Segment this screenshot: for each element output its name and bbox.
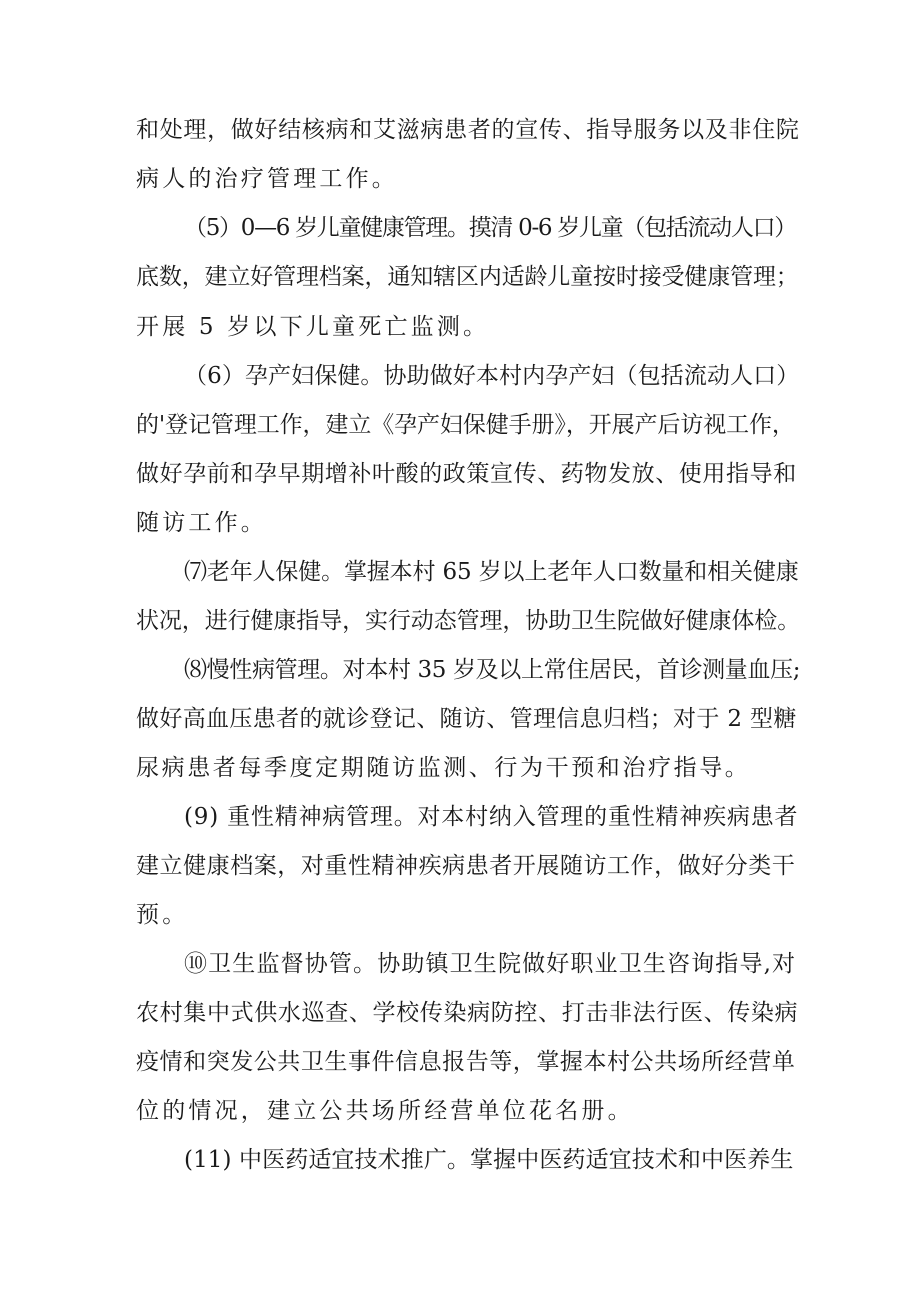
text-line: ⑩卫生监督协管。协助镇卫生院做好职业卫生咨询指导,对 (184, 951, 797, 977)
text-line: 的'登记管理工作，建立《孕产妇保健手册》，开展产后访视工作， (136, 412, 795, 438)
text-line: (9) 重性精神病管理。对本村纳入管理的重性精神疾病患者 (184, 804, 799, 830)
text-line: 农村集中式供水巡查、学校传染病防控、打击非法行医、传染病 (136, 1000, 799, 1026)
text-line: 随访工作。 (136, 510, 267, 536)
text-line: 和处理，做好结核病和艾滋病患者的宣传、指导服务以及非住院 (136, 117, 800, 143)
text-line: 开展 5 岁以下儿童死亡监测。 (136, 314, 490, 340)
text-line: （6）孕产妇保健。协助做好本村内孕产妇（包括流动人口） (184, 363, 800, 389)
text-line: 状况，进行健康指导，实行动态管理，协助卫生院做好健康体检。 (136, 608, 801, 634)
text-line: 疫情和突发公共卫生事件信息报告等，掌握本村公共场所经营单 (136, 1049, 796, 1075)
text-line: 尿病患者每季度定期随访监测、行为干预和治疗指导。 (136, 755, 751, 781)
text-line: (11) 中医药适宜技术推广。掌握中医药适宜技术和中医养生 (184, 1147, 794, 1173)
text-line: 病人的治疗管理工作。 (136, 166, 398, 192)
text-line: ⑻慢性病管理。对本村 35 岁及以上常住居民，首诊测量血压; (184, 657, 801, 683)
text-line: （5）0—6 岁儿童健康管理。摸清 0-6 岁儿童（包括流动人口） (184, 215, 796, 241)
text-line: ⑺老年人保健。掌握本村 65 岁以上老年人口数量和相关健康 (184, 559, 799, 585)
text-line: 建立健康档案，对重性精神疾病患者开展随访工作，做好分类干 (136, 853, 796, 879)
text-line: 做好高血压患者的就诊登记、随访、管理信息归档；对于 2 型糖 (136, 706, 797, 732)
text-line: 底数，建立好管理档案，通知辖区内适龄儿童按时接受健康管理； (136, 264, 799, 290)
text-line: 位的情况，建立公共场所经营单位花名册。 (136, 1098, 634, 1124)
text-line: 预。 (136, 902, 189, 928)
text-line: 做好孕前和孕早期增补叶酸的政策宣传、药物发放、使用指导和 (136, 461, 797, 487)
